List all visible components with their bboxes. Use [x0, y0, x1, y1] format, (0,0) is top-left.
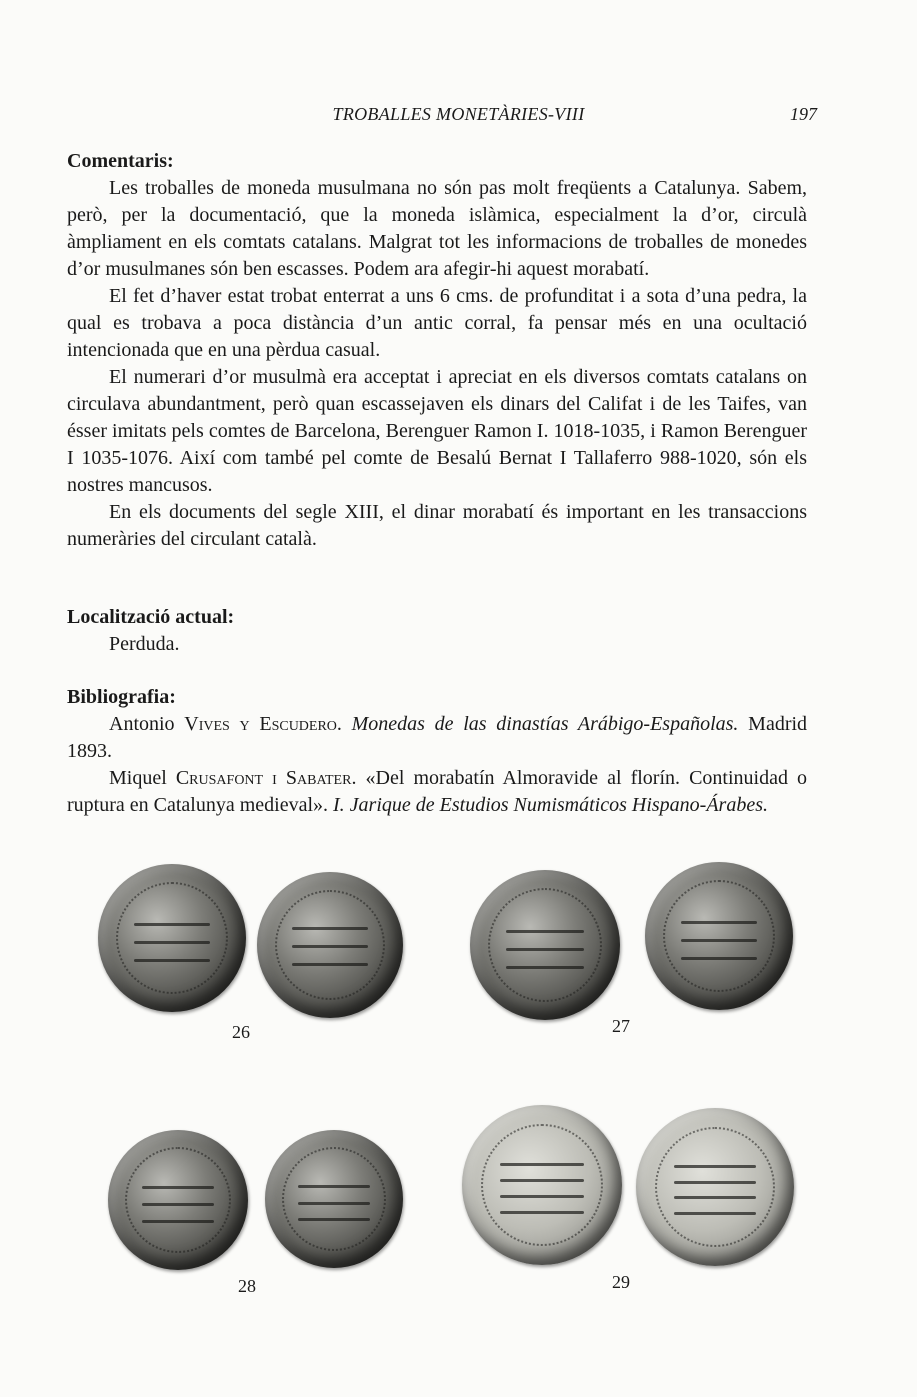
- coin-29-obverse: [462, 1105, 622, 1265]
- bib-entry-2: [67, 765, 807, 819]
- coin-26-reverse: [257, 872, 403, 1018]
- bibliografia-section: [67, 684, 807, 819]
- comentaris-paragraph-3: El numerari d’or musulmà era acceptat i apreciat en els diversos comtats catalans on circulava abundantment, però quan escassejaven els dinars del Califat i de les Taifes, van ésser imitats pels comtes de Barcelona, Berenguer Ramon I. 1018-1035, i Ramon Berenguer I 1035-1076. Així com també pel comte de Besalú Bernat I Tallaferro 988-1020, són els nostres mancusos.: [67, 366, 807, 496]
- localitzacio-heading: Localització actual:: [67, 606, 235, 628]
- bib-2-author-first: Miquel: [109, 767, 167, 789]
- localitzacio-value: Perduda.: [109, 633, 180, 655]
- comentaris-paragraph-2: El fet d’haver estat trobat enterrat a uns 6 cms. de profunditat i a sota d’una pedra, la qual es trobava a poca distància d’un antic corral, fa pensar més en una ocultació intencionada que en una pèrdua casual.: [67, 285, 807, 361]
- coin-27-reverse: [645, 862, 793, 1010]
- comentaris-section: [67, 148, 807, 553]
- coin-28-reverse: [265, 1130, 403, 1268]
- running-title: TROBALLES MONETÀRIES-VIII: [332, 104, 585, 124]
- comentaris-heading: Comentaris:: [67, 150, 174, 172]
- coin-28-obverse: [108, 1130, 248, 1270]
- coin-29-reverse: [636, 1108, 794, 1266]
- bib-1-author-first: Antonio: [109, 713, 175, 735]
- page-number: 197: [790, 104, 817, 124]
- coin-26-obverse: [98, 864, 246, 1012]
- bibliografia-heading: Bibliografia:: [67, 686, 176, 708]
- localitzacio-section: [67, 604, 807, 658]
- running-header: [0, 104, 917, 130]
- bib-1-title: Monedas de las dinastías Arábigo-Españolas.: [351, 713, 739, 735]
- bib-1-rest: Madrid 1893.: [67, 713, 808, 762]
- comentaris-paragraph-1: Les troballes de moneda musulmana no són pas molt freqüents a Catalunya. Sabem, però, per la documentació, que la moneda islàmica, especialment la d’or, circulà àmpliament en els comtats catalans. Malgrat tot les informacions de troballes de monedes d’or musulmanes són ben escasses. Podem ara afegir-hi aquest morabatí.: [67, 177, 807, 280]
- figure-label-27: 27: [612, 1016, 630, 1036]
- figure-label-26: 26: [232, 1022, 250, 1042]
- figure-label-28: 28: [238, 1276, 256, 1296]
- bib-2-rest: «Del morabatín Almoravide al florín. Continuidad o ruptura en Catalunya medieval».: [67, 767, 808, 816]
- bib-1-author: Vives y Escudero.: [184, 713, 342, 735]
- bib-entry-1: [67, 711, 807, 765]
- comentaris-paragraph-4: En els documents del segle XIII, el dinar morabatí és important en les transaccions numeràries del circulant català.: [67, 501, 807, 550]
- bib-2-author: Crusafont i Sabater.: [175, 767, 357, 789]
- coin-27-obverse: [470, 870, 620, 1020]
- bib-2-title: I. Jarique de Estudios Numismáticos Hispano-Árabes.: [333, 794, 768, 816]
- figure-label-29: 29: [612, 1272, 630, 1292]
